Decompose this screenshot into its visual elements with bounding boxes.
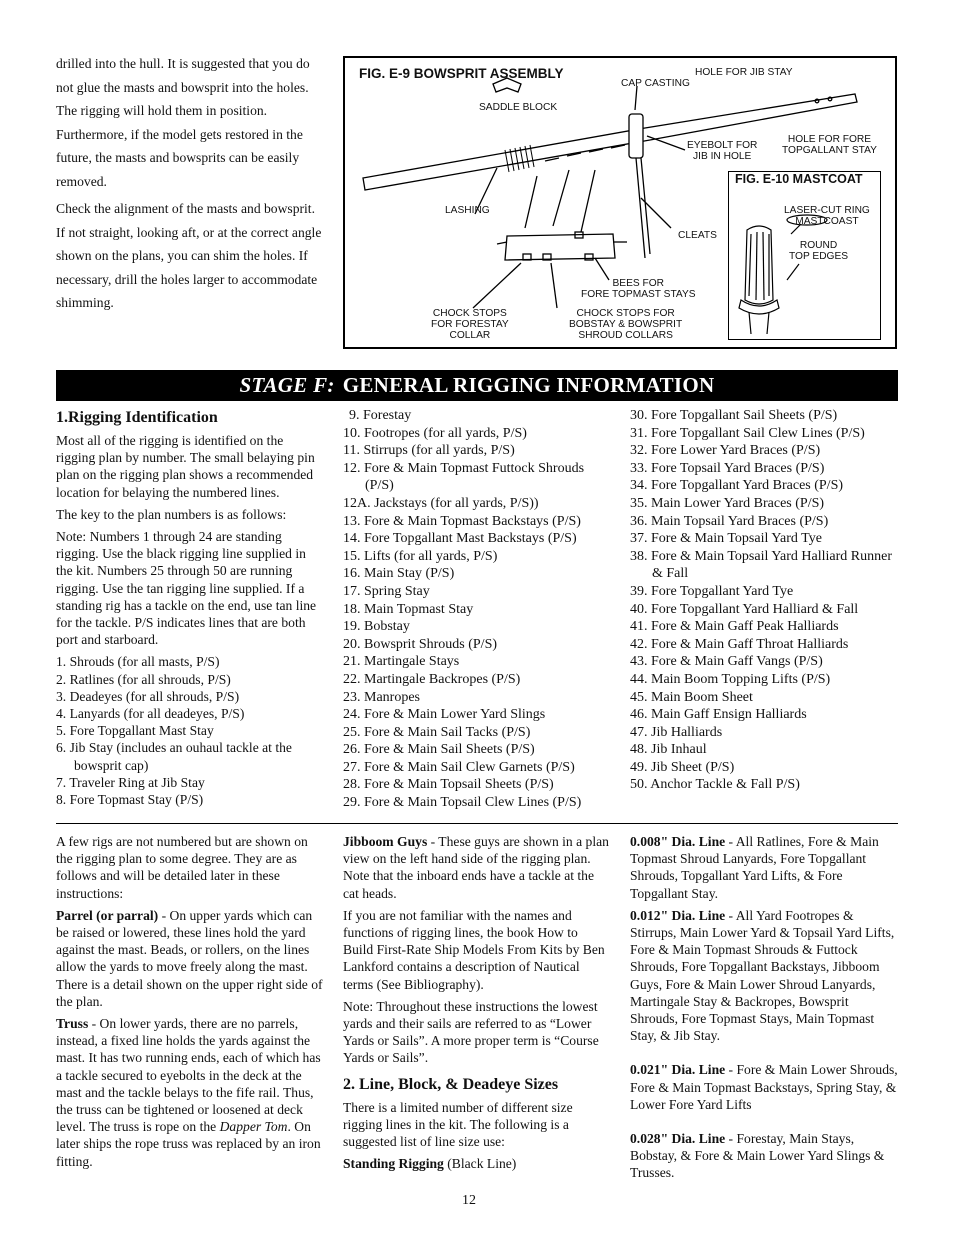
truss-end: . On later ships the rope truss was replaced by an iron fitting. [56,1119,321,1169]
list-item: 30. Fore Topgallant Sail Sheets (P/S) [630,408,838,423]
list-item: 7. Traveler Ring at Jib Stay [56,774,205,790]
truss-paragraph [56,1015,324,1170]
list-item: 36. Main Topsail Yard Braces (P/S) [630,513,829,529]
jibboom-and-sizes-column [343,833,611,1177]
list-item: 24. Fore & Main Lower Yard Slings [343,707,546,723]
list-item: 3. Deadeyes (for all shrouds, P/S) [56,688,240,704]
banner-title: GENERAL RIGGING INFORMATION [342,373,715,397]
label-round-top-edges [789,240,848,262]
label-round-line2: TOP EDGES [789,251,849,262]
truss-term: Truss [56,1016,89,1032]
section-banner [56,370,898,401]
list-item: 17. Spring Stay [343,583,430,599]
list-item: 47. Jib Halliards [630,724,723,740]
line-012-term: 0.012" Dia. Line [630,907,726,923]
list-item: 19. Bobstay [343,619,410,635]
line-028-text: - Forestay, Main Stays, Bobstay, & Fore & Main Lower Yard Slings & Trusses. [630,1131,885,1181]
sizes-intro: There is a limited number of different size rigging lines in the kit. The following is a suggested list of line size use: [343,1099,573,1150]
label-chock-bobstay-line3: SHROUD COLLARS [578,330,673,341]
label-hole-jib-stay: HOLE FOR JIB STAY [695,67,793,78]
list-item: 41. Fore & Main Gaff Peak Halliards [630,619,839,635]
label-ring-line1: LASER-CUT RING [784,205,870,216]
label-hole-fore-line1: HOLE FOR FORE [787,134,872,145]
unnumbered-rigs-column [56,833,324,1175]
list-item: 43. Fore & Main Gaff Vangs (P/S) [630,654,823,670]
rigging-list-1 [56,653,324,808]
list-item: 14. Fore Topgallant Mast Backstays (P/S) [343,531,577,547]
list-item: 12. Fore & Main Topmast Futtock Shrouds (P/S) [343,460,585,494]
list-item: 12A. Jackstays (for all yards, P/S)) [343,495,539,511]
label-chock-bobstay [569,308,682,341]
list-item: 20. Bowsprit Shrouds (P/S) [343,636,498,652]
list-item: 46. Main Gaff Ensign Halliards [630,707,807,723]
standing-rigging-line [343,1155,611,1172]
list-item: 42. Fore & Main Gaff Throat Halliards [630,636,849,652]
list-item: 5. Fore Topgallant Mast Stay [56,723,214,739]
list-item: 44. Main Boom Topping Lifts (P/S) [630,671,831,687]
list-item: 22. Martingale Backropes (P/S) [343,671,521,687]
section-divider [56,823,898,824]
reference-paragraph: If you are not familiar with the names and functions of rigging lines, the book How to Build First-Rate Ship Models From Kits by Ben Lankford contains a description of Nautical terms (See Bibliography). [343,907,605,992]
list-item: 25. Fore & Main Sail Tacks (P/S) [343,724,531,740]
line-028-term: 0.028" Dia. Line [630,1131,726,1147]
line-008-text: - All Ratlines, Fore & Main Topmast Shroud Lanyards, Fore Topgallant Shrouds, Topgallant Yard Lifts, & Fore Topgallant Stay. [630,834,879,901]
jibboom-term: Jibboom Guys [343,834,428,849]
label-chock-bobstay-line1: CHOCK STOPS FOR [576,308,675,319]
label-ring-line2: MASTCOAST [795,216,859,227]
parrel-text: - On upper yards which can be raised or lowered, these lines hold the yard against the mast. Beads, or rollers, on the lines allow the yards to move freely along the mast. There is a detail shown on the upper right side of the plan. [56,907,323,1009]
label-eyebolt [687,140,757,162]
unnumbered-intro: A few rigs are not numbered but are shown on the rigging plan to some degree. They are as follows and will be detailed later in these instructions: [56,834,308,901]
list-item: 15. Lifts (for all yards, P/S) [343,548,498,564]
list-item: 31. Fore Topgallant Sail Clew Lines (P/S) [630,425,865,441]
list-item: 10. Footropes (for all yards, P/S) [343,425,527,441]
label-laser-cut-ring [784,205,870,227]
list-item: 50. Anchor Tackle & Fall P/S) [630,777,800,793]
standing-text: (Black Line) [443,1156,517,1172]
label-bees-line2: FORE TOPMAST STAYS [581,289,696,300]
list-item: 35. Main Lower Yard Braces (P/S) [630,495,825,511]
line-028-paragraph [630,1130,898,1182]
list-item: 40. Fore Topgallant Yard Halliard & Fall [630,601,859,617]
intro-paragraph-1: drilled into the hull. It is suggested that you do not glue the masts and bowsprit into the holes. The rigging will hold them in position. Furthermore, if the model gets restored in the future, the masts and bowsprits can be easily removed. [56,56,310,189]
intro-paragraph-2: Check the alignment of the masts and bowsprit. If not straight, looking aft, or at the correct angle shown on the plans, you can shim the holes. If necessary, drill the holes larger to accommodate shimming. [56,201,322,310]
label-bees-line1: BEES FOR [612,278,665,289]
label-hole-fore-topgallant [782,134,877,156]
section1-paragraph-2: The key to the plan numbers is as follows: [56,506,287,522]
section1-paragraph-1: Most all of the rigging is identified on the rigging plan by number. The small belaying pin plan on the rigging plan shows a recommended location for belaying the numbered lines. [56,433,315,500]
line-sizes-column [630,833,898,1187]
list-item: 37. Fore & Main Topsail Yard Tye [630,531,822,547]
rigging-list-2 [343,407,613,812]
parrel-paragraph [56,907,324,1010]
list-item: 13. Fore & Main Topmast Backstays (P/S) [343,513,581,529]
list-item: 49. Jib Sheet (P/S) [630,759,735,775]
intro-text [56,52,326,319]
parrel-term: Parrel (or parral) [56,907,159,923]
line-008-term: 0.008" Dia. Line [630,834,726,849]
list-item: 1. Shrouds (for all masts, P/S) [56,654,220,670]
label-hole-fore-line2: TOPGALLANT STAY [782,145,877,156]
label-chock-forestay-line2: FOR FORESTAY [431,319,509,330]
label-eyebolt-line2: JIB IN HOLE [693,151,752,162]
section2-heading: 2. Line, Block, & Deadeye Sizes [343,1075,559,1093]
list-item: 28. Fore & Main Topsail Sheets (P/S) [343,777,554,793]
label-lashing: LASHING [445,205,490,216]
section1-paragraph-3: Note: Numbers 1 through 24 are standing rigging. Use the black rigging line supplied in the kit. Numbers 25 through 50 are running rigging. Use the tan rigging line supplied. If a standing rig has a tackle on the end, use tan line for the tackle. P/S indicates lines that are both port and starboard. [56,529,317,648]
list-item: 16. Main Stay (P/S) [343,566,455,582]
list-item: 26. Fore & Main Sail Sheets (P/S) [343,742,535,758]
line-021-text: - Fore & Main Lower Shrouds, Fore & Main Topmast Backstays, Spring Stay, & Lower Fore Yard Lifts [630,1062,898,1112]
list-item: 21. Martingale Stays [343,654,460,670]
label-eyebolt-line1: EYEBOLT FOR [687,140,758,151]
label-saddle-block: SADDLE BLOCK [479,102,558,113]
list-item: 27. Fore & Main Sail Clew Garnets (P/S) [343,759,575,775]
label-chock-forestay-line3: COLLAR [449,330,491,341]
list-item: 33. Fore Topsail Yard Braces (P/S) [630,460,825,476]
jibboom-paragraph [343,833,611,902]
list-item: 4. Lanyards (for all deadeyes, P/S) [56,706,245,722]
note-paragraph: Note: Throughout these instructions the lowest yards and their sails are referred to as “Lower Yards or Sails”. A more proper term is “Course Yards or Sails”. [343,998,599,1066]
list-item: 45. Main Boom Sheet [630,689,753,705]
list-item: 29. Fore & Main Topsail Clew Lines (P/S) [343,795,582,811]
label-chock-bobstay-line2: BOBSTAY & BOWSPRIT [569,319,683,330]
list-item: 38. Fore & Main Topsail Yard Halliard Runner & Fall [630,548,893,582]
line-008-paragraph [630,833,898,902]
rigging-identification-column [56,408,324,808]
list-item: 32. Fore Lower Yard Braces (P/S) [630,443,821,459]
label-chock-forestay [431,308,509,341]
mastcoat-figure [728,171,881,340]
list-item: 39. Fore Topgallant Yard Tye [630,583,794,599]
standing-term: Standing Rigging [343,1156,444,1172]
list-item: 11. Stirrups (for all yards, P/S) [343,443,515,459]
bowsprit-figure [343,56,897,349]
label-cap-casting: CAP CASTING [621,78,690,89]
label-cleats: CLEATS [678,230,717,241]
list-item: 2. Ratlines (for all shrouds, P/S) [56,671,231,687]
mastcoat-title: FIG. E-10 MASTCOAT [735,172,863,186]
list-item: 48. Jib Inhaul [630,742,707,758]
label-chock-forestay-line1: CHOCK STOPS [432,308,507,319]
banner-stage: STAGE F: [239,373,335,397]
page-number: 12 [462,1193,476,1208]
label-round-line1: ROUND [799,240,838,251]
line-021-term: 0.021" Dia. Line [630,1062,726,1078]
line-012-text: - All Yard Footropes & Stirrups, Main Lower Yard & Topsail Yard Lifts, Fore & Main Topmast Shrouds & Futtock Shrouds, Fore Topgallant Backstays, Jibboom Guys, Fore & Main Lower Shroud Lanyards, Martingale Stay & Backropes, Bowsprit Shrouds, Fore Topmast Stays, Main Topmast Stay, & Jib Stay. [630,907,895,1044]
section1-heading: 1.Rigging Identification [56,409,218,426]
list-item: 18. Main Topmast Stay [343,601,474,617]
ship-name: Dapper Tom [219,1119,288,1135]
truss-text: - On lower yards, there are no parrels, instead, a fixed line holds the yards against the mast. It has two running ends, each of which has a tackle secured to eyebolts in the deck at the mast and the tackle belays to the fife rail. Thus, the truss can be tightened or loosened at deck level. The truss is rope on the [56,1016,321,1135]
figure-title: FIG. E-9 BOWSPRIT ASSEMBLY [359,66,564,81]
line-021-paragraph [630,1061,898,1113]
rigging-list-3 [630,407,898,794]
list-item: 9. Forestay [349,408,412,423]
list-item: 34. Fore Topgallant Yard Braces (P/S) [630,478,844,494]
list-item: 8. Fore Topmast Stay (P/S) [56,792,204,808]
list-item: 6. Jib Stay (includes an ouhaul tackle at the bowsprit cap) [56,740,292,773]
jibboom-text: - These guys are shown in a plan view on the left hand side of the rigging plan. Note that the inboard ends have a tackle at the cat heads. [343,834,609,901]
list-item: 23. Manropes [343,689,420,705]
line-012-paragraph [630,907,898,1045]
label-bees [581,278,696,300]
